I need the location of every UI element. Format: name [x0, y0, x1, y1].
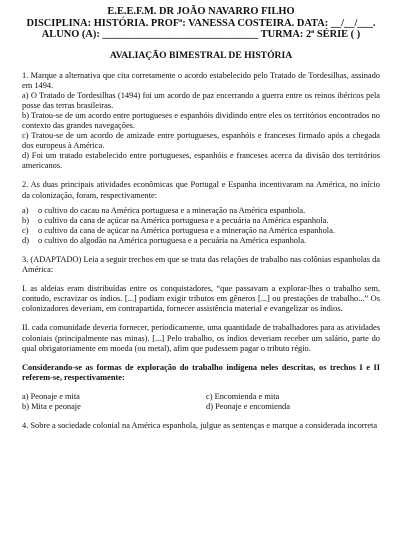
- q1-option-a: a) O Tratado de Tordesilhas (1494) foi um acordo de paz encerrando a guerra entre os reinos ibéricos pela posse das terras brasileiras.: [22, 90, 380, 110]
- q2-option-d: [22, 236, 380, 246]
- q3-options: [22, 392, 380, 412]
- question-1: [22, 71, 380, 172]
- q3-option-d: d) Peonaje e encomienda: [206, 402, 290, 412]
- question-3: [22, 255, 380, 412]
- q2-option-b-letter: b): [22, 215, 29, 225]
- q3-excerpt-2: II. cada comunidade deveria fornecer, periodicamente, uma quantidade de trabalhadores para as atividades coloniais (principalmente nas minas). [...] Pelo trabalho, os índios deveriam receber um salário, parte do qual obrigatoriamente em moeda (ou metal), afim que pudessem pagar o tributo régio.: [22, 323, 380, 353]
- exam-title: AVALIAÇÃO BIMESTRAL DE HISTÓRIA: [109, 49, 293, 61]
- q2-stem: 2. As duas principais atividades econômicas que Portugal e Espanha incentivaram na América, no início da colonização, foram, respectivamente:: [22, 180, 380, 200]
- q2-option-c-text: o cultivo da cana de açúcar na América portuguesa e a mineração na América espanhola.: [38, 225, 335, 235]
- question-4: [22, 421, 380, 431]
- q2-option-a: [22, 206, 380, 216]
- q3-option-a: a) Peonaje e mita: [22, 391, 80, 401]
- header: [22, 6, 380, 41]
- q1-option-c: c) Tratou-se de um acordo de amizade entre portugueses, espanhóis e franceses firmado após a chegada dos europeus à América.: [22, 131, 380, 151]
- q2-option-b: [22, 216, 380, 226]
- q3-stem: 3. (ADAPTADO) Leia a seguir trechos em que se trata das relações de trabalho nas colônias espanholas da América:: [22, 255, 380, 275]
- q2-option-a-letter: a): [22, 205, 29, 215]
- q2-option-b-text: o cultivo da cana de açúcar na América portuguesa e a pecuária na América espanhola.: [38, 215, 329, 225]
- q3-option-b: b) Mita e peonaje: [22, 402, 81, 412]
- q3-option-c: c) Encomienda e mita: [206, 391, 280, 401]
- q2-option-c-letter: c): [22, 225, 29, 235]
- q4-stem: 4. Sobre a sociedade colonial na América espanhola, julgue as sentenças e marque a considerada incorreta: [22, 421, 378, 431]
- q2-option-d-text: o cultivo do algodão na América portuguesa e a pecuária na América espanhola.: [38, 235, 307, 245]
- q1-option-d: d) Foi um tratado estabelecido entre portugueses, espanhóis e franceses acerca da divisão dos territórios americanos.: [22, 151, 380, 171]
- question-2: [22, 180, 380, 246]
- q2-option-d-letter: d): [22, 235, 29, 245]
- school-name: E.E.E.F.M. DR JOÃO NAVARRO FILHO: [107, 6, 295, 17]
- q2-option-a-text: o cultivo do cacau na América portuguesa e a mineração na América espanhola.: [38, 205, 306, 215]
- q1-option-b: b) Tratou-se de um acordo entre portugueses e espanhóis dividindo entre eles os territórios encontrados no contexto das grandes navegações.: [22, 110, 380, 130]
- q2-option-c: [22, 226, 380, 236]
- student-line: ALUNO (A): ______________________________ TURMA: 2ª SÉRIE ( ): [41, 29, 361, 40]
- q1-stem: 1. Marque a alternativa que cita corretamente o acordo estabelecido pelo Tratado de Tordesilhas, assinado em 1494.: [22, 70, 380, 90]
- discipline-line: DISCIPLINA: HISTÓRIA. PROFª: VANESSA COSTEIRA. DATA: __/__/___.: [26, 17, 376, 29]
- q3-excerpt-1: I. as aldeias eram distribuídas entre os conquistadores, “que passavam a explorar-lhes o trabalho sem, contudo, escravizar os índios. [...] podiam exigir tributos em gêneros [...] ou prestações de trabalho...” Os colonizadores deveriam, em contrapartida, fornecer assistência material e evangelizar os índios.: [22, 284, 380, 314]
- q3-question: Considerando-se as formas de exploração do trabalho indígena neles descritas, os trechos I e II referem-se, respectivamente:: [22, 362, 380, 382]
